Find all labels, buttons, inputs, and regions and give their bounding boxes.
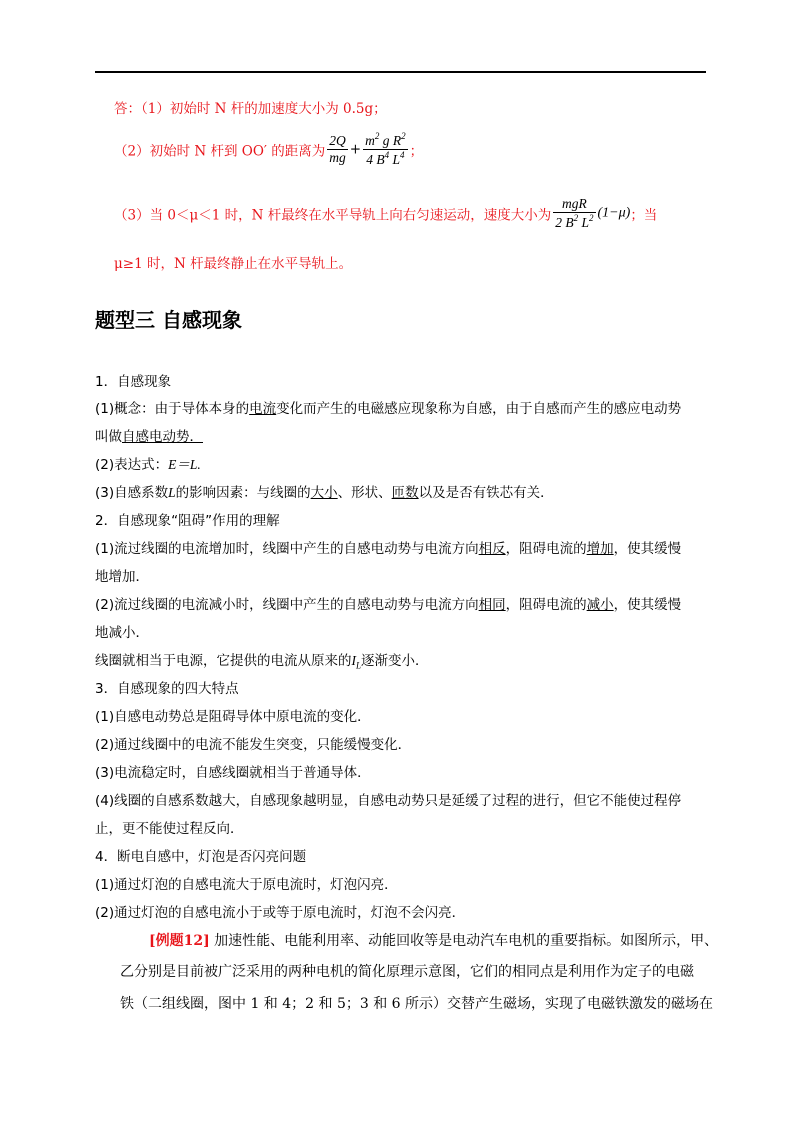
p1-concept-cont: 叫做自感电动势． xyxy=(95,429,203,445)
p1-factors: (3)自感系数L的影响因素：与线圈的大小、形状、匝数以及是否有铁芯有关． xyxy=(95,485,554,501)
header-rule xyxy=(95,71,706,73)
p3-d: (4)线圈的自感系数越大，自感现象越明显，自感电动势只是延缓了过程的进行，但它不能使过程停 xyxy=(95,793,682,809)
p3-title: 3．自感现象的四大特点 xyxy=(95,681,239,697)
p4-a: (1)通过灯泡的自感电流大于原电流时，灯泡闪亮． xyxy=(95,877,398,893)
p3-a: (1)自感电动势总是阻碍导体中原电流的变化． xyxy=(95,709,371,725)
p2-increase: (1)流过线圈的电流增加时，线圈中产生的自感电动势与电流方向相反，阻碍电流的增加，使其缓慢 xyxy=(95,541,682,557)
p3-b: (2)通过线圈中的电流不能发生突变，只能缓慢变化． xyxy=(95,737,412,753)
p4-b: (2)通过灯泡的自感电流小于或等于原电流时，灯泡不会闪亮． xyxy=(95,905,466,921)
example-line-2: 乙分别是目前被广泛采用的两种电机的简化原理示意图，它们的相同点是利用作为定子的电磁 xyxy=(120,964,694,980)
p4-title: 4．断电自感中，灯泡是否闪亮问题 xyxy=(95,849,307,865)
answer-line-3: （3）当 0＜μ＜1 时，N 杆最终在水平导轨上向右匀速运动，速度大小为 $\frac{\text{mgR}}{2 B^2 L^2}$ (1−μ)；当 xyxy=(114,196,658,231)
example-line-3: 铁（二组线圈，图中 1 和 4；2 和 5；3 和 6 所示）交替产生磁场，实现了电磁铁激发的磁场在 xyxy=(120,996,714,1012)
p2-title: 2．自感现象“阻碍”作用的理解 xyxy=(95,513,280,529)
example-tag: [例题12] xyxy=(149,933,210,949)
fraction-2Q-over-mg: $\frac{2Q}{mg}$ xyxy=(329,133,346,166)
p1-concept: (1)概念：由于导体本身的电流变化而产生的电磁感应现象称为自感，由于自感而产生的感应电动势 xyxy=(95,401,682,417)
answer-line-2: （2）初始时 N 杆到 OO′ 的距离为 $\frac{2Q}{mg}$ + $\frac{m^2 g R^2}{4 B^4 L^4}$ ； xyxy=(114,131,424,168)
fraction-mgR-over-2B2L2: $\frac{\text{mgR}}{2 B^2 L^2}$ xyxy=(555,196,594,231)
example-line-1: [例题12] 加速性能、电能利用率、动能回收等是电动汽车电机的重要指标。如图所示，甲、 xyxy=(149,933,719,949)
p3-d-cont: 止，更不能使过程反向． xyxy=(95,821,244,837)
p1-title: 1．自感现象 xyxy=(95,374,172,390)
p1-expression: (2)表达式：E＝L. xyxy=(95,457,201,473)
p2-decrease: (2)流过线圈的电流减小时，线圈中产生的自感电动势与电流方向相同，阻碍电流的减小，使其缓慢 xyxy=(95,597,682,613)
p3-c: (3)电流稳定时，自感线圈就相当于普通导体． xyxy=(95,765,371,781)
section-title: 题型三 自感现象 xyxy=(95,308,242,332)
p2-source: 线圈就相当于电源，它提供的电流从原来的$I_L$逐渐变小． xyxy=(95,653,429,671)
p2-decrease-cont: 地减小． xyxy=(95,625,149,641)
answer-line-4: μ≥1 时，N 杆最终静止在水平导轨上。 xyxy=(114,256,353,272)
p2-increase-cont: 地增加． xyxy=(95,569,149,585)
answer-line-1: 答：（1）初始时 N 杆的加速度大小为 0.5g； xyxy=(114,101,387,117)
fraction-m2gR2-over-4B4L4: $\frac{m^2 g R^2}{4 B^4 L^4}$ xyxy=(365,131,406,168)
